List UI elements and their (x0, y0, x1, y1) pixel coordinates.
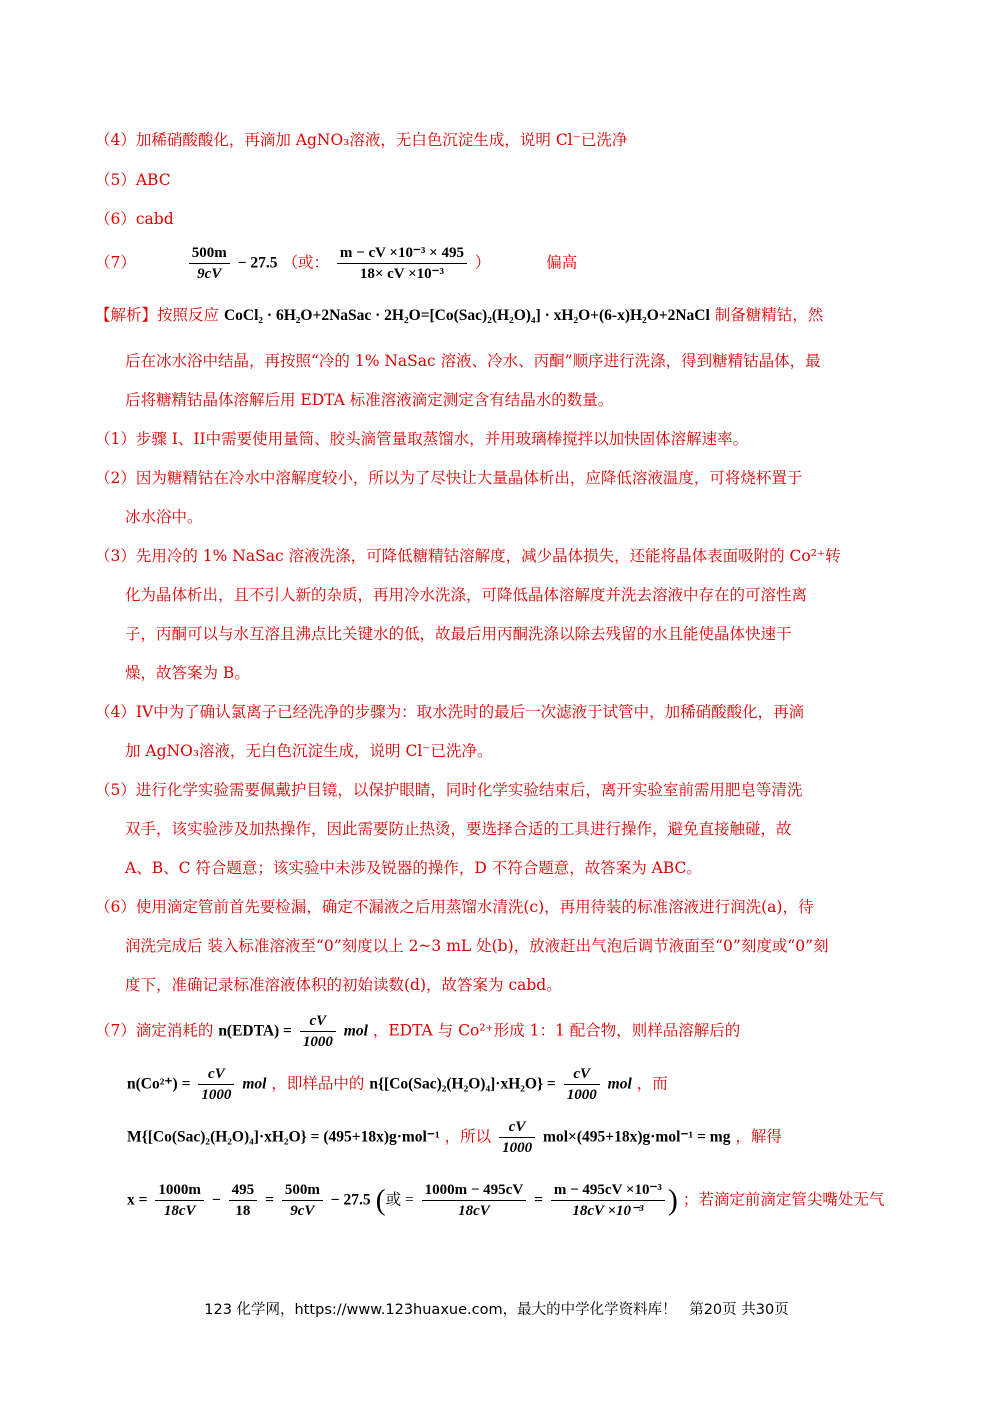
answer-7-result: 偏高 (546, 253, 578, 272)
analysis-p6-line1: （6）使用滴定管前首先要检漏，确定不漏液之后用蒸馏水清洗(c)，再用待装的标准溶液进行润洗(a)，待 (95, 898, 814, 916)
answer-4: （4）加稀硝酸酸化，再滴加 AgNO₃溶液，无白色沉淀生成，说明 Cl⁻已洗净 (95, 131, 628, 149)
analysis-p7-line1: （7）滴定消耗的 n(EDTA) = $\frac{cV}{1000}$ mol ，EDTA 与 Co²⁺形成 1：1 配合物，则样品溶解后的 (95, 1013, 741, 1050)
mass-fraction: $\frac{cV}{1000}$ (499, 1117, 535, 1158)
analysis-p1: （1）步骤 I、II中需要使用量筒、胶头滴管量取蒸馏水，并用玻璃棒搅拌以加快固体溶解速率。 (95, 430, 749, 448)
analysis-tag: 【解析】 (95, 306, 158, 324)
analysis-intro-2: 后在冰水浴中结晶，再按照“冷的 1% NaSac 溶液、冷水、丙酮”顺序进行洗涤，得到糖精钴晶体，最 (125, 352, 821, 370)
x-fraction-3: $\frac{500m}{9cV}$ (282, 1180, 323, 1221)
answer-7-fraction-2: $\frac{\text{m − cV ×10⁻³ × 495}}{\text{18× cV ×10⁻³}}$ (337, 243, 467, 284)
answer-7 (95, 243, 577, 284)
reaction-equation: CoCl₂ · 6H₂O+2NaSac · 2H₂O=[Co(Sac)₂(H₂O)₄] · xH₂O+(6-x)H₂O+2NaCl (223, 307, 710, 324)
answer-5: （5）ABC (95, 171, 171, 189)
analysis-p5-line2: 双手，该实验涉及加热操作，因此需要防止热烫，要选择合适的工具进行操作，避免直接触碰，故 (125, 820, 792, 838)
molar-mass: M{[Co(Sac)₂(H₂O)₄]·xH₂O} = (495+18x)g·mol⁻¹ (127, 1128, 440, 1146)
answer-7-minus: − 27.5 (237, 254, 278, 272)
analysis-p7-line2: n(Co²⁺) = $\frac{cV}{1000}$ mol ，即样品中的 n{[Co(Sac)₂(H₂O)₄]·xH₂O} = $\frac{cV}{1000}$ mol ，而 (127, 1066, 668, 1103)
n-sample: n{[Co(Sac)₂(H₂O)₄]·xH₂O} = (369, 1075, 556, 1093)
sample-fraction: $\frac{cV}{1000}$ (564, 1064, 600, 1105)
analysis-intro-3: 后将糖精钴晶体溶解后用 EDTA 标准溶液滴定测定含有结晶水的数量。 (125, 391, 614, 409)
analysis-p5-line3: A、B、C 符合题意；该实验中未涉及锐器的操作，D 不符合题意，故答案为 ABC。 (125, 859, 702, 877)
analysis-p7-line3: M{[Co(Sac)₂(H₂O)₄]·xH₂O} = (495+18x)g·mol⁻¹ ，所以 $\frac{cV}{1000}$ mol×(495+18x)g·mol⁻¹ = mg ，解得 (127, 1119, 782, 1156)
analysis-p5-line1: （5）进行化学实验需要佩戴护目镜，以保护眼睛，同时化学实验结束后，离开实验室前需用肥皂等清洗 (95, 781, 803, 799)
analysis-p2-line2: 冰水浴中。 (125, 508, 203, 526)
x-fraction-5: $\frac{\text{m − 495cV ×10⁻³}}{\text{18cV ×10⁻³}}$ (551, 1180, 665, 1221)
n-edta: n(EDTA) = (218, 1022, 292, 1040)
answer-7-label: （7） (95, 253, 136, 272)
x-fraction-2: $\frac{495}{18}$ (229, 1180, 258, 1221)
analysis-p4-line2: 加 AgNO₃溶液，无白色沉淀生成，说明 Cl⁻已洗净。 (125, 742, 493, 760)
analysis-p6-line3: 度下，准确记录标准溶液体积的初始读数(d)，故答案为 cabd。 (125, 976, 562, 994)
analysis-p3-line1: （3）先用冷的 1% NaSac 溶液洗涤，可降低糖精钴溶解度，减少晶体损失，还能将晶体表面吸附的 Co²⁺转 (95, 547, 841, 565)
analysis-p4-line1: （4）IV中为了确认氯离子已经洗净的步骤为：取水洗时的最后一次滤液于试管中，加稀硝酸酸化，再滴 (95, 703, 805, 721)
answer-7-fraction-1: $\frac{500m}{9cV}$ (189, 243, 230, 284)
co-fraction: $\frac{cV}{1000}$ (198, 1064, 234, 1105)
analysis-p6-line2: 润洗完成后 装入标准溶液至“0”刻度以上 2~3 mL 处(b)，放液赶出气泡后调节液面至“0”刻度或“0”刻 (125, 937, 829, 955)
footer-site: 123 化学网，https://www.123huaxue.com，最大的中学化学资料库！ (204, 1302, 677, 1318)
answer-7-or: （或： (282, 253, 329, 272)
analysis-p7-line4: x = $\frac{1000m}{18cV}$ − $\frac{495}{18}$ = $\frac{500m}{9cV}$ − 27.5 (或 = $\frac{1000m - 495cV}{18cV}$ = $\frac{\text{m − 495cV ×10⁻³}}{\text{18cV ×10⁻³}}$ ) ；若滴定前滴定管尖嘴处无气 (127, 1182, 885, 1219)
edta-fraction: $\frac{cV}{1000}$ (300, 1011, 336, 1052)
analysis-intro-1: 【解析】按照反应 CoCl₂ · 6H₂O+2NaSac · 2H₂O=[Co(Sac)₂(H₂O)₄] · xH₂O+(6-x)H₂O+2NaCl 制备糖精钴，然 (95, 306, 824, 324)
answer-7-close: ） (474, 253, 491, 272)
analysis-p3-line3: 子，丙酮可以与水互溶且沸点比关键水的低，故最后用丙酮洗涤以除去残留的水且能使晶体快速干 (125, 625, 792, 643)
x-fraction-4: $\frac{1000m - 495cV}{18cV}$ (422, 1180, 527, 1221)
page-footer (0, 1298, 993, 1319)
analysis-p3-line4: 燥，故答案为 B。 (125, 664, 250, 682)
x-fraction-1: $\frac{1000m}{18cV}$ (155, 1180, 204, 1221)
n-co: n(Co²⁺) = (127, 1075, 191, 1093)
answer-6: （6）cabd (95, 210, 174, 228)
analysis-p2-line1: （2）因为糖精钴在冷水中溶解度较小，所以为了尽快让大量晶体析出，应降低溶液温度，可将烧杯置于 (95, 469, 803, 487)
footer-page-number: 第20页 共30页 (689, 1302, 789, 1318)
analysis-p3-line2: 化为晶体析出，且不引人新的杂质，再用冷水洗涤，可降低晶体溶解度并洗去溶液中存在的可溶性离 (125, 586, 808, 604)
